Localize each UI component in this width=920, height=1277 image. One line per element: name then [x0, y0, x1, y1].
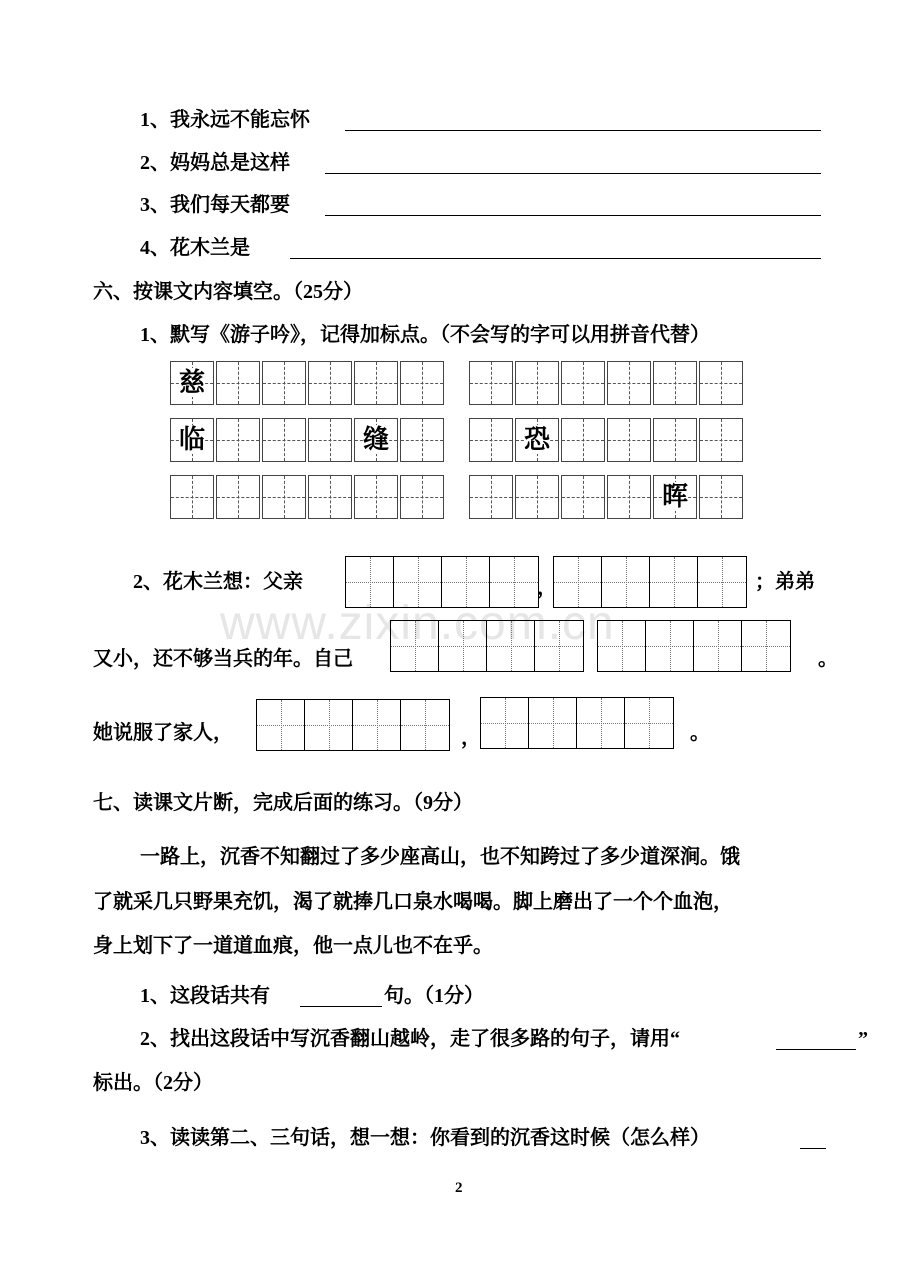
writing-cell[interactable]: [698, 557, 746, 607]
writing-cell[interactable]: [262, 475, 306, 519]
comma: ，: [461, 727, 481, 749]
q2-start: 2、花木兰想：父亲: [133, 571, 303, 593]
poem-row-group: [469, 475, 745, 519]
answer-line-2[interactable]: [325, 173, 821, 174]
writing-cell[interactable]: [354, 361, 398, 405]
writing-cell[interactable]: [598, 621, 646, 671]
answer-line-3[interactable]: [325, 215, 821, 216]
writing-cell[interactable]: [699, 418, 743, 462]
writing-cell[interactable]: [607, 418, 651, 462]
writing-cell[interactable]: [529, 698, 577, 748]
paragraph-line: 一路上，沉香不知翻过了多少座高山，也不知跨过了多少道深涧。饿: [140, 846, 740, 868]
s7-q2-a: 2、找出这段话中写沉香翻山越岭，走了很多路的句子，请用“: [140, 1028, 680, 1050]
writing-cell[interactable]: [554, 557, 602, 607]
writing-cell[interactable]: [561, 418, 605, 462]
box-group-3[interactable]: [390, 620, 584, 672]
s7-q1-blank[interactable]: [300, 1006, 382, 1007]
writing-cell[interactable]: [394, 557, 442, 607]
writing-cell[interactable]: [490, 557, 538, 607]
watermark: www.zixin.com.cn: [220, 597, 615, 650]
given-character: 临: [178, 425, 205, 454]
box-group-5[interactable]: [256, 699, 450, 751]
semicolon-text: ；弟弟: [755, 571, 815, 593]
writing-cell[interactable]: [262, 418, 306, 462]
writing-cell[interactable]: [257, 700, 305, 750]
section6-heading: 六、按课文内容填空。（25分）: [93, 281, 363, 303]
sentence-4-label: 4、花木兰是: [140, 237, 250, 259]
poem-row-group: [170, 418, 446, 462]
writing-cell[interactable]: [346, 557, 394, 607]
writing-cell[interactable]: [308, 418, 352, 462]
section7-heading: 七、读课文片断，完成后面的练习。（9分）: [93, 792, 473, 814]
s7-q3: 3、读读第二、三句话，想一想：你看到的沉香这时候（怎么样）: [140, 1127, 710, 1149]
writing-cell[interactable]: [742, 621, 790, 671]
paragraph-line: 身上划下了一道道血痕，他一点儿也不在乎。: [93, 935, 493, 957]
writing-cell[interactable]: [262, 361, 306, 405]
s7-q1-b: 句。（1分）: [384, 985, 484, 1007]
writing-cell[interactable]: [353, 700, 401, 750]
sentence-3-label: 3、我们每天都要: [140, 194, 290, 216]
writing-cell[interactable]: [391, 621, 439, 671]
writing-cell[interactable]: [170, 361, 214, 405]
writing-cell[interactable]: [469, 475, 513, 519]
writing-cell[interactable]: [354, 475, 398, 519]
writing-cell[interactable]: [699, 361, 743, 405]
writing-cell[interactable]: [607, 361, 651, 405]
writing-cell[interactable]: [216, 475, 260, 519]
box-group-2[interactable]: [553, 556, 747, 608]
section6-q1: 1、默写《游子吟》，记得加标点。（不会写的字可以用拼音代替）: [140, 324, 710, 346]
writing-cell[interactable]: [515, 475, 559, 519]
writing-cell[interactable]: [481, 698, 529, 748]
writing-cell[interactable]: [625, 698, 673, 748]
writing-cell[interactable]: [308, 475, 352, 519]
given-character: 慈: [178, 368, 205, 397]
writing-cell[interactable]: [216, 418, 260, 462]
writing-cell[interactable]: [646, 621, 694, 671]
box-group-4[interactable]: [597, 620, 791, 672]
s7-q2-b: ”: [858, 1028, 868, 1050]
writing-cell[interactable]: [442, 557, 490, 607]
given-character: 恐: [523, 425, 550, 454]
writing-cell[interactable]: [699, 475, 743, 519]
s7-q3-blank[interactable]: [800, 1148, 826, 1149]
writing-cell[interactable]: [469, 418, 513, 462]
writing-cell[interactable]: [487, 621, 535, 671]
period: 。: [690, 722, 710, 744]
s7-q1-a: 1、这段话共有: [140, 985, 270, 1007]
poem-row-group: [469, 361, 745, 405]
line3-start: 她说服了家人，: [93, 722, 233, 744]
page-number: 2: [455, 1180, 463, 1196]
given-character: 缝: [362, 425, 389, 454]
writing-cell[interactable]: [400, 475, 444, 519]
writing-cell[interactable]: [401, 700, 449, 750]
writing-cell[interactable]: [439, 621, 487, 671]
poem-row-group: [469, 418, 745, 462]
comma: ，: [537, 577, 557, 599]
writing-cell[interactable]: [170, 418, 214, 462]
writing-cell[interactable]: [515, 361, 559, 405]
s7-q2-blank[interactable]: [776, 1049, 856, 1050]
paragraph-line: 了就采几只野果充饥，渴了就捧几口泉水喝喝。脚上磨出了一个个血泡，: [93, 891, 733, 913]
writing-cell[interactable]: [400, 361, 444, 405]
writing-cell[interactable]: [469, 361, 513, 405]
answer-line-1[interactable]: [345, 130, 821, 131]
writing-cell[interactable]: [535, 621, 583, 671]
writing-cell[interactable]: [308, 361, 352, 405]
given-character: 晖: [661, 482, 688, 511]
writing-cell[interactable]: [607, 475, 651, 519]
writing-cell[interactable]: [602, 557, 650, 607]
writing-cell[interactable]: [561, 475, 605, 519]
writing-cell[interactable]: [354, 418, 398, 462]
writing-cell[interactable]: [515, 418, 559, 462]
period: 。: [818, 648, 838, 670]
box-group-1[interactable]: [345, 556, 539, 608]
poem-row-group: [170, 475, 446, 519]
writing-cell[interactable]: [653, 418, 697, 462]
box-group-6[interactable]: [480, 697, 674, 749]
answer-line-4[interactable]: [290, 258, 821, 259]
s7-q2-c: 标出。（2分）: [93, 1072, 213, 1094]
poem-row-group: [170, 361, 446, 405]
writing-cell[interactable]: [577, 698, 625, 748]
sentence-1-label: 1、我永远不能忘怀: [140, 109, 310, 131]
writing-cell[interactable]: [694, 621, 742, 671]
writing-cell[interactable]: [400, 418, 444, 462]
line2-start: 又小，还不够当兵的年。自己: [93, 648, 353, 670]
writing-cell[interactable]: [305, 700, 353, 750]
writing-cell[interactable]: [650, 557, 698, 607]
writing-cell[interactable]: [170, 475, 214, 519]
writing-cell[interactable]: [561, 361, 605, 405]
sentence-2-label: 2、妈妈总是这样: [140, 152, 290, 174]
writing-cell[interactable]: [653, 361, 697, 405]
writing-cell[interactable]: [653, 475, 697, 519]
writing-cell[interactable]: [216, 361, 260, 405]
